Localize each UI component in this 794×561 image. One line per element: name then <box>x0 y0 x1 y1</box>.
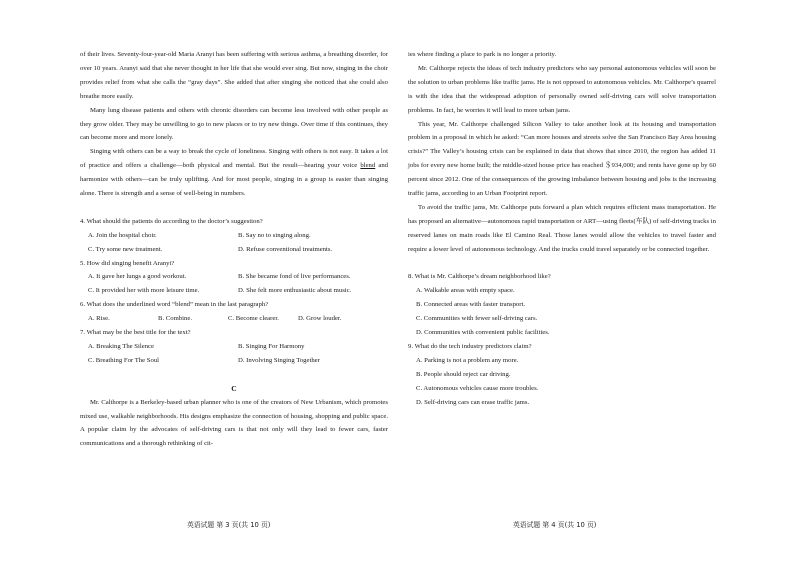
option-9a: A. Parking is not a problem any more. <box>416 356 519 364</box>
option-4c: C. Try some new treatment. <box>88 245 163 253</box>
option-8b: B. Connected areas with faster transport. <box>416 301 526 309</box>
option-6c: C. Become clearer. <box>228 315 279 323</box>
page-footer-right: 英语试题 第 4 页(共 10 页) <box>513 521 597 529</box>
option-9c: C. Autonomous vehicles cause more troubles. <box>416 384 539 392</box>
option-8a: A. Walkable areas with empty space. <box>416 287 515 295</box>
option-4b: B. Say no to singing along. <box>238 231 311 239</box>
option-8c: C. Communities with fewer self-driving cars. <box>416 315 538 323</box>
paragraph-3-text-a: Singing with others can be a way to break the cycle of loneliness. Singing with others is not easy. It takes a lot of practice and offers a challenge—both physical and mental. But the result—hearing your voice <box>80 148 388 170</box>
option-5b: B. She became fond of live performances. <box>238 273 351 281</box>
question-6-options <box>80 312 388 326</box>
question-7-options <box>80 340 388 368</box>
passage-c-paragraph-2: Mr. Calthorpe rejects the ideas of tech industry predictors who say personal autonomous vehicles will soon be the solution to urban problems like traffic jams. He is not opposed to autonomous vehicles. Mr. Calthorpe’s quarrel is with the idea that the widespread adoption of personally owned self-driving cars will solve transportation problems. In fact, he worries it will lead to more urban jams. <box>408 64 716 114</box>
question-6: 6. What does the underlined word “blend” mean in the last paragraph? <box>80 301 269 309</box>
option-5a: A. It gave her lungs a good workout. <box>88 273 187 281</box>
question-5: 5. How did singing benefit Aranyi? <box>80 259 175 267</box>
question-8: 8. What is Mr. Calthorpe’s dream neighborhood like? <box>408 273 551 281</box>
option-9d: D. Self-driving cars can erase traffic jams. <box>416 398 530 406</box>
option-7a: A. Breaking The Silence <box>88 343 154 351</box>
option-7b: B. Singing For Harmony <box>238 343 305 351</box>
option-7c: C. Breathing For The Soul <box>88 356 160 364</box>
question-4-options <box>80 229 388 257</box>
option-5d: D. She felt more enthusiastic about music. <box>238 287 352 295</box>
question-9: 9. What do the tech industry predictors claim? <box>408 343 532 351</box>
option-9b: B. People should reject car driving. <box>416 370 511 378</box>
page-footer-left: 英语试题 第 3 页(共 10 页) <box>187 521 271 529</box>
passage-c-continued: ies where finding a place to park is no longer a priority. <box>408 51 557 58</box>
passage-b-paragraph-1: of their lives. Seventy-four-year-old Maria Aranyi has been suffering with serious asthma, a breathing disorder, for over 10 years. Aranyi said that she never thought in her life that she would ever sing. But now, singing in the choir provides relief from what she calls the “gray days”. She added that after singing she noticed that she could also breathe more easily. <box>80 51 388 100</box>
option-6a: A. Rise. <box>88 315 110 323</box>
passage-c-paragraph-1: Mr. Calthorpe is a Berkeley-based urban planner who is one of the creators of New Urbanism, which promotes mixed use, walkable neighborhoods. His designs emphasize the connection of housing, shopping and public space. A popular claim by the advocates of self-driving cars is that not only will they lead to fewer cars, faster communications and a thorough rethinking of cit- <box>80 398 388 448</box>
option-6b: B. Combine. <box>158 315 192 323</box>
question-5-options <box>80 270 388 298</box>
option-6d: D. Grow louder. <box>298 315 342 323</box>
question-8-options <box>408 284 716 340</box>
section-c-heading: C <box>231 383 237 393</box>
passage-b-paragraph-3 <box>80 145 388 201</box>
option-7d: D. Involving Singing Together <box>238 356 320 364</box>
question-4: 4. What should the patients do according to the doctor’s suggestion? <box>80 217 263 225</box>
question-7: 7. What may be the best title for the text? <box>80 329 191 337</box>
passage-c-paragraph-3: This year, Mr. Calthorpe challenged Silicon Valley to take another look at its housing and transportation problem in a proposal in which he asked: “Can more houses and streets solve the San Francisco Bay Area housing crisis?” The Valley’s housing crisis can be explained in data that shows that since 2010, the region has added 11 jobs for every new home built; the middle-sized house price has reached ＄934,000; and rents have gone up by 60 percent since 2012. One of the consequences of the growing imbalance between housing and jobs is the increasing traffic jams, according to an Urban Footprint report. <box>408 120 716 198</box>
paragraph-3-text-b: and harmonize with others—can be truly uplifting. And for most people, singing in a group is easier than singing alone. There is strength and a sense of well-being in numbers. <box>80 162 389 198</box>
underlined-word-blend: blend <box>360 162 376 170</box>
option-4d: D. Refuse conventional treatments. <box>238 245 333 253</box>
option-5c: C. It provided her with more leisure time. <box>88 287 200 295</box>
option-4a: A. Join the hospital choir. <box>88 231 157 239</box>
option-8d: D. Communities with convenient public facilities. <box>416 329 550 337</box>
left-page <box>80 48 388 451</box>
question-9-options <box>408 354 716 410</box>
passage-b-paragraph-2: Many lung disease patients and others with chronic disorders can become less involved with other people as they grow older. They may be unwilling to go to new places or to try new things. Over time if this continues, they can become more and more lonely. <box>80 106 388 142</box>
right-page <box>408 48 716 410</box>
passage-c-paragraph-4: To avoid the traffic jams, Mr. Calthorpe puts forward a plan which requires efficient mass transportation. He has proposed an alternative—autonomous rapid transportation or ART—using fleets(车队) of self-driving tracks in reserved lanes on main roads like El Camino Real. Those lanes would allow the vehicles to travel faster and require a lower level of autonomous technology. And the trucks could travel separately or be connected together. <box>408 203 716 253</box>
